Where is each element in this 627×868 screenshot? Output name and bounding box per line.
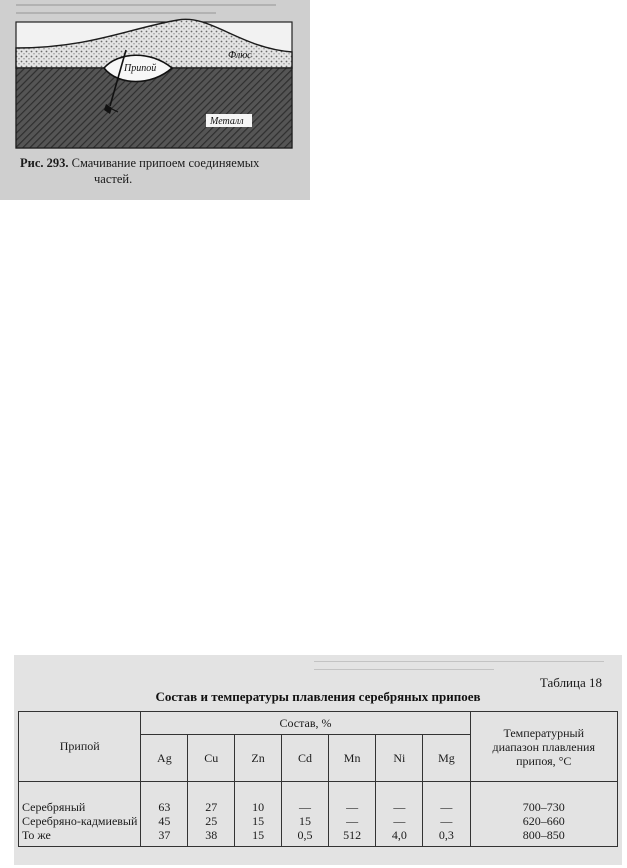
col-cd: Cd bbox=[281, 735, 328, 782]
col-ag: Ag bbox=[141, 735, 188, 782]
solder-table bbox=[18, 711, 618, 847]
cell: 0,3 bbox=[423, 828, 470, 847]
caption-line-1: Смачивание припоем соединяемых bbox=[71, 156, 260, 170]
col-mn: Mn bbox=[328, 735, 375, 782]
col-cu: Cu bbox=[188, 735, 235, 782]
figure-caption bbox=[20, 155, 290, 187]
cell: 15 bbox=[281, 814, 328, 828]
flux-label: Флюс bbox=[228, 50, 252, 61]
table-row bbox=[19, 782, 618, 815]
range-cell: 800–850 bbox=[470, 828, 617, 847]
cell: 25 bbox=[188, 814, 235, 828]
cell: 4,0 bbox=[376, 828, 423, 847]
cell: 15 bbox=[235, 828, 282, 847]
table-number: Таблица 18 bbox=[539, 675, 602, 690]
cell: — bbox=[376, 814, 423, 828]
bleed-through-line bbox=[314, 661, 604, 662]
cell: — bbox=[423, 814, 470, 828]
figure-number: Рис. 293. bbox=[20, 156, 69, 170]
metal-label: Металл bbox=[210, 116, 244, 127]
cell: 37 bbox=[141, 828, 188, 847]
row-name: Серебряный bbox=[19, 782, 141, 815]
cell: 63 bbox=[141, 782, 188, 815]
cell: — bbox=[328, 814, 375, 828]
cell: 10 bbox=[235, 782, 282, 815]
col-solder: Припой bbox=[19, 712, 141, 782]
col-melting-range: Температурный диапазон плавления припоя, °С bbox=[470, 712, 617, 782]
col-zn: Zn bbox=[235, 735, 282, 782]
figure-scan bbox=[0, 0, 310, 200]
table-row bbox=[19, 814, 618, 828]
cell: 38 bbox=[188, 828, 235, 847]
col-composition: Состав, % bbox=[141, 712, 470, 735]
cell: — bbox=[376, 782, 423, 815]
col-ni: Ni bbox=[376, 735, 423, 782]
row-name: То же bbox=[19, 828, 141, 847]
solder-label: Припой bbox=[124, 63, 157, 74]
cell: 45 bbox=[141, 814, 188, 828]
cell: 512 bbox=[328, 828, 375, 847]
cell: 0,5 bbox=[281, 828, 328, 847]
metal-base bbox=[16, 68, 292, 148]
table-title: Состав и температуры плавления серебряных припоев bbox=[155, 689, 481, 704]
range-cell: 700–730 bbox=[470, 782, 617, 815]
cell: — bbox=[423, 782, 470, 815]
table-scan bbox=[14, 655, 622, 865]
caption-line-2: частей. bbox=[94, 172, 133, 186]
bleed-through-line bbox=[314, 669, 494, 670]
cell: 27 bbox=[188, 782, 235, 815]
cell: — bbox=[281, 782, 328, 815]
table-row bbox=[19, 828, 618, 847]
row-name: Серебряно-кадмиевый bbox=[19, 814, 141, 828]
range-cell: 620–660 bbox=[470, 814, 617, 828]
table-header-row bbox=[19, 712, 618, 735]
col-mg: Mg bbox=[423, 735, 470, 782]
cell: — bbox=[328, 782, 375, 815]
cell: 15 bbox=[235, 814, 282, 828]
